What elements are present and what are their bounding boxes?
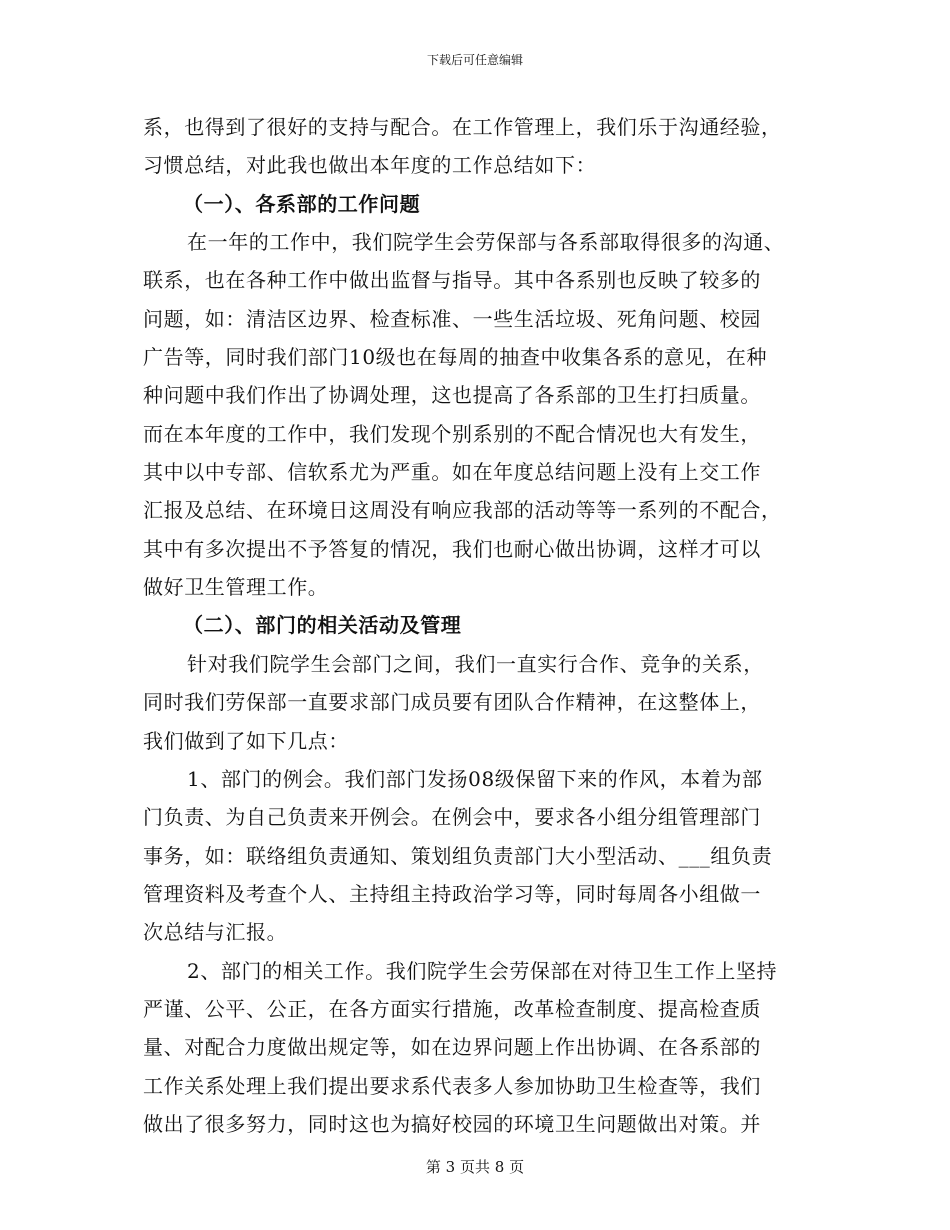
section-heading-1: （一）、各系部的工作问题: [183, 191, 421, 216]
body-line: 严谨、公平、公正，在各方面实行措施，改革检查制度、提高检查质: [143, 996, 761, 1021]
body-line: 种问题中我们作出了协调处理，这也提高了各系部的卫生打扫质量。: [143, 383, 761, 408]
body-line: 系，也得到了很好的支持与配合。在工作管理上，我们乐于沟通经验，: [143, 115, 782, 139]
body-line: 次总结与汇报。: [143, 920, 288, 945]
body-line: 其中以中专部、信软系尤为严重。如在年度总结问题上没有上交工作: [143, 460, 761, 485]
page-header: 下载后可任意编辑: [426, 53, 523, 67]
body-line: 做出了很多努力，同时这也为搞好校园的环境卫生问题做出对策。并: [143, 1111, 761, 1136]
body-line: 同时我们劳保部一直要求部门成员要有团队合作精神，在这整体上，: [143, 690, 761, 715]
body-line: 量、对配合力度做出规定等，如在边界问题上作出协调、在各系部的: [143, 1035, 761, 1060]
body-line: 广告等，同时我们部门10级也在每周的抽查中收集各系的意见，在种: [143, 345, 768, 370]
body-line: 事务，如：联络组负责通知、策划组负责部门大小型活动、___组负责: [143, 843, 773, 868]
body-line: 联系，也在各种工作中做出监督与指导。其中各系别也反映了较多的: [143, 268, 761, 293]
body-line: 我们做到了如下几点：: [143, 728, 349, 753]
paragraph-start: 针对我们院学生会部门之间，我们一直实行合作、竞争的关系，: [187, 651, 764, 676]
paragraph-start: 2、部门的相关工作。我们院学生会劳保部在对待卫生工作上坚持: [187, 958, 778, 983]
body-line: 问题，如：清洁区边界、检查标准、一些生活垃圾、死角问题、校园: [143, 306, 761, 331]
body-line: 其中有多次提出不予答复的情况，我们也耐心做出协调，这样才可以: [143, 536, 761, 561]
body-line: 习惯总结，对此我也做出本年度的工作总结如下：: [143, 153, 597, 178]
page-footer: 第 3 页共 8 页: [425, 1158, 525, 1176]
paragraph-start: 在一年的工作中，我们院学生会劳保部与各系部取得很多的沟通、: [187, 230, 785, 255]
body-line: 而在本年度的工作中，我们发现个别系别的不配合情况也大有发生，: [143, 421, 761, 446]
document-body: [143, 108, 813, 1143]
body-line: 管理资料及考查个人、主持组主持政治学习等，同时每周各小组做一: [143, 881, 761, 906]
body-line: 汇报及总结、在环境日这周没有响应我部的活动等等一系列的不配合，: [143, 498, 782, 523]
body-line: 做好卫生管理工作。: [143, 575, 329, 600]
section-heading-2: （二）、部门的相关活动及管理: [183, 613, 462, 638]
body-line: 门负责、为自己负责来开例会。在例会中，要求各小组分组管理部门: [143, 805, 761, 830]
body-line: 工作关系处理上我们提出要求系代表多人参加协助卫生检查等，我们: [143, 1073, 761, 1098]
paragraph-start: 1、部门的例会。我们部门发扬08级保留下来的作风，本着为部: [187, 766, 763, 791]
